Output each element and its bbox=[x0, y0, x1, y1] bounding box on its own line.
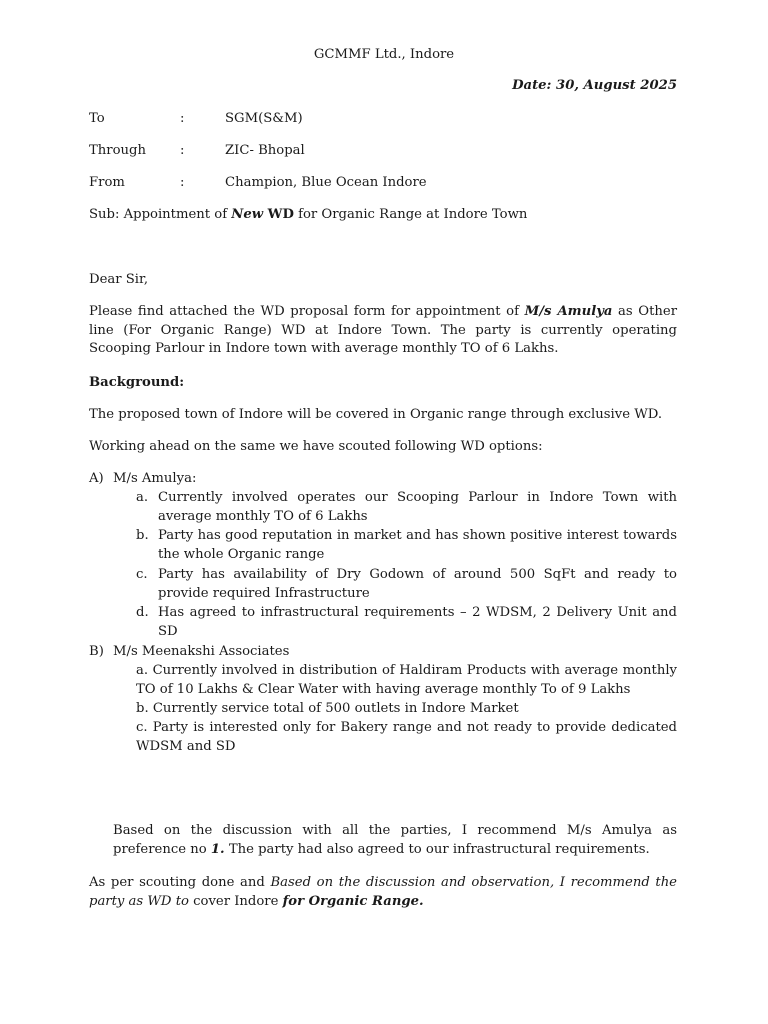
option-b-point-a: a. Currently involved in distribution of Haldiram Products with average monthly TO of 10 Lakhs & Clear Water with having average monthly To of 9 Lakhs bbox=[136, 663, 677, 697]
option-b-marker: B) bbox=[89, 644, 104, 659]
through-label: Through bbox=[89, 143, 146, 158]
option-a-point-a: a. Currently involved operates our Scooping Parlour in Indore Town with average monthly TO of 6 Lakhs bbox=[136, 490, 677, 524]
option-a-title: M/s Amulya: bbox=[113, 471, 197, 486]
options-intro: Working ahead on the same we have scouted following WD options: bbox=[89, 439, 543, 454]
recommendation-paragraph: Based on the discussion with all the parties, I recommend M/s Amulya as preference no 1. The party had also agreed to our infrastructural requirements. bbox=[113, 823, 677, 857]
option-a-point-c: c. Party has availability of Dry Godown of around 500 SqFt and ready to provide required Infrastructure bbox=[136, 567, 677, 601]
salutation: Dear Sir, bbox=[89, 272, 149, 287]
to-label: To bbox=[89, 111, 105, 126]
to-colon: : bbox=[180, 111, 185, 126]
subject-line: Sub: Appointment of New WD for Organic Range at Indore Town bbox=[89, 207, 528, 222]
from-value: Champion, Blue Ocean Indore bbox=[225, 175, 427, 190]
letter-date: Date: 30, August 2025 bbox=[512, 78, 677, 93]
background-heading: Background: bbox=[89, 375, 185, 390]
background-text: The proposed town of Indore will be covered in Organic range through exclusive WD. bbox=[89, 407, 663, 422]
option-a-point-b: b. Party has good reputation in market and has shown positive interest towards the whole Organic range bbox=[136, 528, 677, 562]
option-b-title: M/s Meenakshi Associates bbox=[113, 644, 290, 659]
option-a-point-d: d. Has agreed to infrastructural requirements – 2 WDSM, 2 Delivery Unit and SD bbox=[136, 605, 677, 639]
intro-paragraph: Please find attached the WD proposal form for appointment of M/s Amulya as Other line (For Organic Range) WD at Indore Town. The party is currently operating Scooping Parlour in Indore town with average monthly TO of 6 Lakhs. bbox=[89, 304, 677, 356]
through-colon: : bbox=[180, 143, 185, 158]
option-b-point-b: b. Currently service total of 500 outlets in Indore Market bbox=[136, 701, 519, 716]
from-colon: : bbox=[180, 175, 185, 190]
to-value: SGM(S&M) bbox=[225, 111, 303, 126]
through-value: ZIC- Bhopal bbox=[225, 143, 305, 158]
option-a-marker: A) bbox=[89, 471, 104, 486]
option-b-point-c: c. Party is interested only for Bakery range and not ready to provide dedicated WDSM and SD bbox=[136, 720, 677, 754]
conclusion-paragraph: As per scouting done and Based on the discussion and observation, I recommend the party as WD to cover Indore for Organic Range. bbox=[89, 875, 677, 909]
from-label: From bbox=[89, 175, 125, 190]
organization-header: GCMMF Ltd., Indore bbox=[313, 47, 455, 62]
